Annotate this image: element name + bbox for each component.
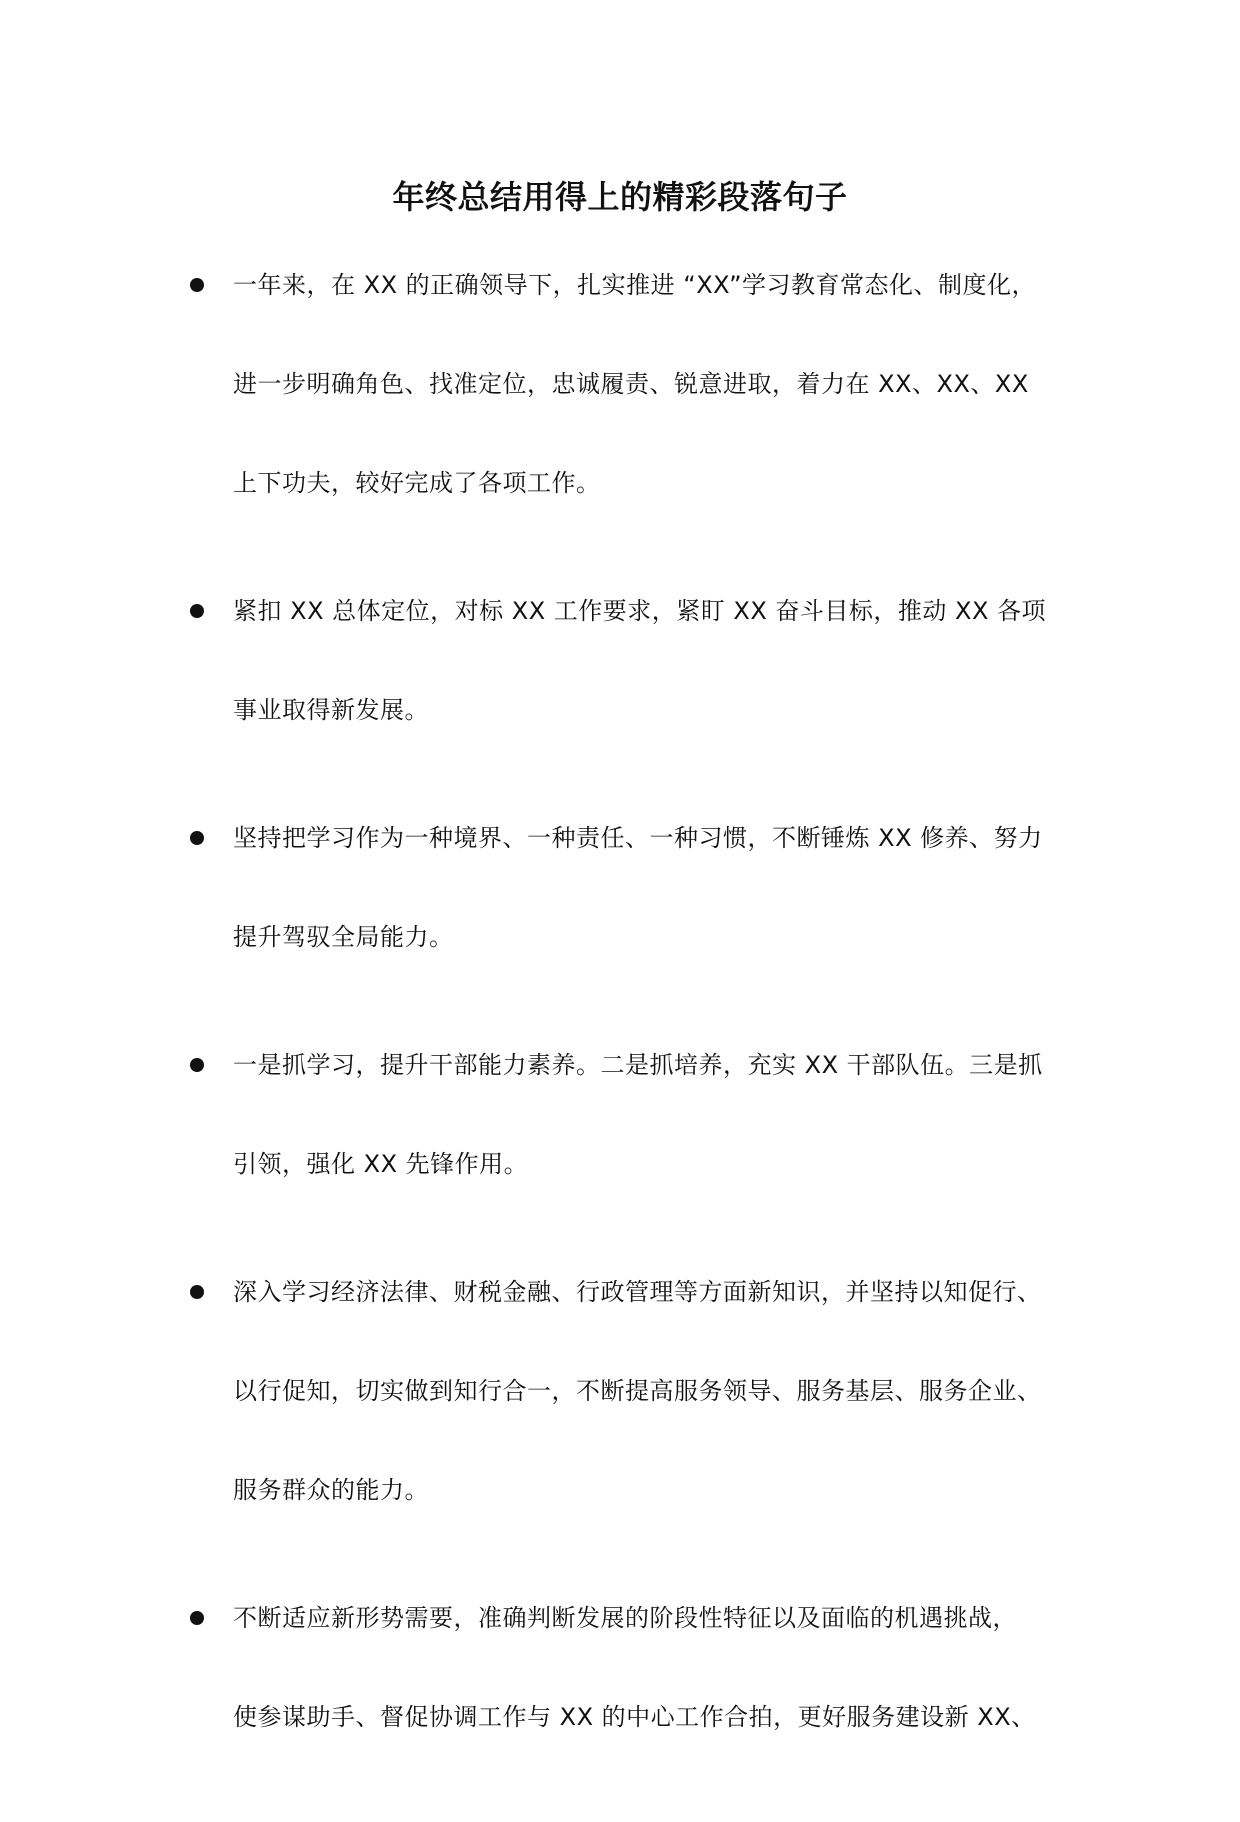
text-line: 服务群众的能力。 <box>233 1476 429 1504</box>
text-line: 使参谋助手、督促协调工作与 XX 的中心工作合拍，更好服务建设新 XX、 <box>233 1703 1036 1731</box>
text-line: 以行促知，切实做到知行合一，不断提高服务领导、服务基层、服务企业、 <box>233 1377 1042 1405</box>
text-line: 引领，强化 XX 先锋作用。 <box>233 1150 529 1178</box>
bullet-dot-icon <box>190 1058 204 1072</box>
bullet-dot-icon <box>190 278 204 292</box>
document-title: 年终总结用得上的精彩段落句子 <box>392 178 848 216</box>
text-line: 一年来，在 XX 的正确领导下，扎实推进 “XX”学习教育常态化、制度化， <box>233 271 1037 299</box>
bullet-item <box>0 588 1240 733</box>
bullet-item <box>0 1269 1240 1513</box>
bullet-text <box>233 262 1063 506</box>
bullet-item <box>0 262 1240 506</box>
bullet-item <box>0 1595 1240 1740</box>
bullet-text <box>233 1269 1063 1513</box>
bullet-text <box>233 815 1063 960</box>
text-line: 提升驾驭全局能力。 <box>233 923 454 951</box>
text-line: 上下功夫，较好完成了各项工作。 <box>233 469 601 497</box>
bullet-dot-icon <box>190 604 204 618</box>
bullet-text <box>233 588 1063 733</box>
text-line: 不断适应新形势需要，准确判断发展的阶段性特征以及面临的机遇挑战， <box>233 1604 1017 1632</box>
text-line: 深入学习经济法律、财税金融、行政管理等方面新知识，并坚持以知促行、 <box>233 1278 1042 1306</box>
text-line: 坚持把学习作为一种境界、一种责任、一种习惯，不断锤炼 XX 修养、努力 <box>233 824 1043 852</box>
bullet-dot-icon <box>190 1611 204 1625</box>
text-line: 紧扣 XX 总体定位，对标 XX 工作要求，紧盯 XX 奋斗目标，推动 XX 各项 <box>233 597 1047 625</box>
bullet-item <box>0 1042 1240 1187</box>
bullet-text <box>233 1042 1063 1187</box>
text-line: 进一步明确角色、找准定位，忠诚履责、锐意进取，着力在 XX、XX、XX <box>233 370 1029 398</box>
bullet-text <box>233 1595 1063 1740</box>
bullet-dot-icon <box>190 831 204 845</box>
text-line: 事业取得新发展。 <box>233 696 429 724</box>
bullet-item <box>0 815 1240 960</box>
bullet-list <box>0 262 1240 1822</box>
bullet-dot-icon <box>190 1285 204 1299</box>
text-line: 一是抓学习，提升干部能力素养。二是抓培养，充实 XX 干部队伍。三是抓 <box>233 1051 1043 1079</box>
